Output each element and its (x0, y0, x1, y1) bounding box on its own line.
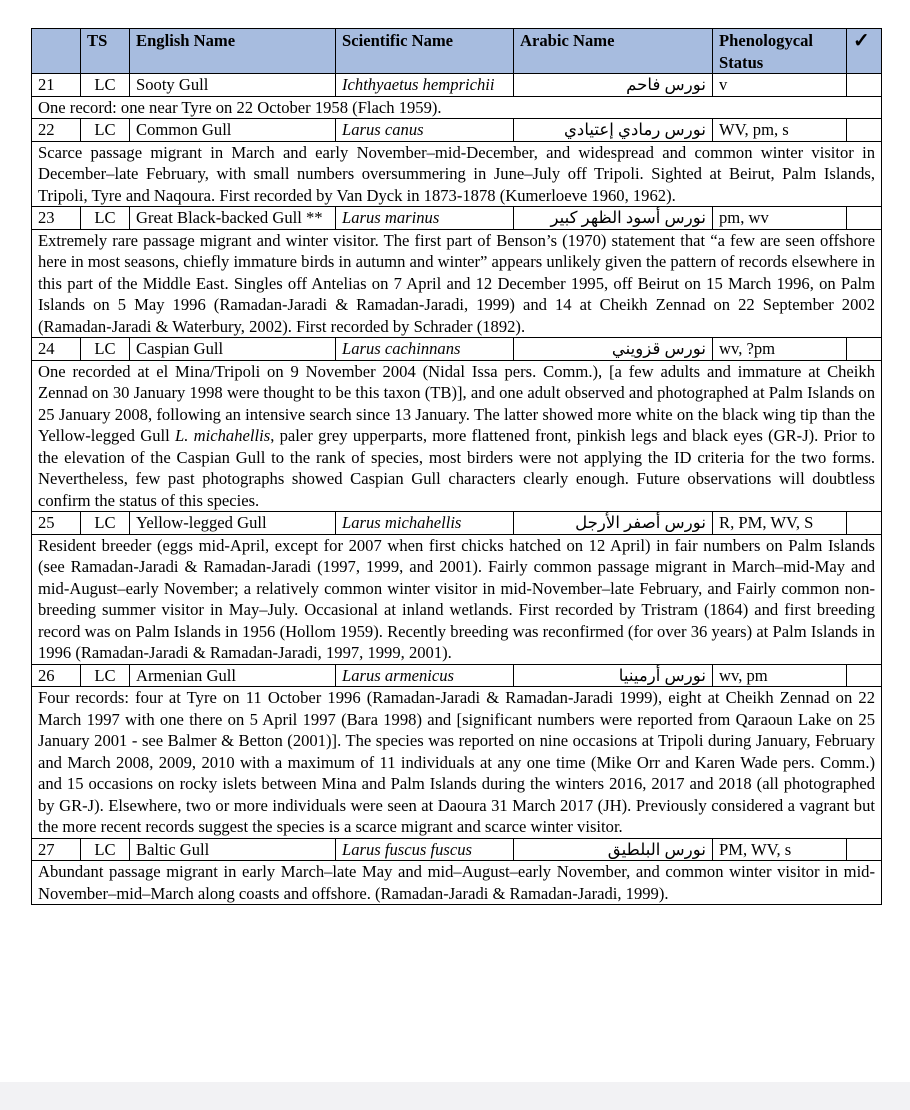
check-cell (847, 664, 882, 687)
species-number: 26 (32, 664, 81, 687)
scientific-name: Larus canus (336, 119, 514, 142)
check-cell (847, 119, 882, 142)
checkmark-icon: ✓ (853, 30, 870, 52)
species-description-row (32, 861, 882, 905)
arabic-name: نورس رمادي إعتيادي (514, 119, 713, 142)
threat-status: LC (81, 838, 130, 861)
arabic-name: نورس أصفر الأرجل (514, 512, 713, 535)
species-number: 27 (32, 838, 81, 861)
english-name: Baltic Gull (130, 838, 336, 861)
species-number: 21 (32, 74, 81, 97)
arabic-name: نورس قزويني (514, 338, 713, 361)
scientific-name: Larus marinus (336, 207, 514, 230)
species-row (32, 664, 882, 687)
species-row (32, 119, 882, 142)
english-name: Great Black-backed Gull ** (130, 207, 336, 230)
arabic-name: نورس أسود الظهر كبير (514, 207, 713, 230)
arabic-name: نورس أرمينيا (514, 664, 713, 687)
species-description-row (32, 687, 882, 839)
species-description: Abundant passage migrant in early March–late May and mid–August–early November, and common winter visitor in mid-November–mid–March along coasts and offshore. (Ramadan-Jaradi & Ramadan-Jaradi, 1999). (32, 861, 882, 905)
scientific-name: Larus cachinnans (336, 338, 514, 361)
species-description-row (32, 141, 882, 207)
species-description-row (32, 360, 882, 512)
species-description-row (32, 96, 882, 119)
threat-status: LC (81, 512, 130, 535)
header-english-name: English Name (130, 29, 336, 74)
species-description: One record: one near Tyre on 22 October 1958 (Flach 1959). (32, 96, 882, 119)
header-number (32, 29, 81, 74)
species-description: Four records: four at Tyre on 11 October 1996 (Ramadan-Jaradi & Ramadan-Jaradi 1999), eight at Cheikh Zennad on 22 March 1997 with one there on 5 April 1997 (Bara 1998) and [significant numbers were reported from Qaraoun Lake on 25 January 2001 - see Balmer & Betton (2001)]. The species was reported on nine occasions at Tripoli during January, February and March 2008, 2009, 2010 with a maximum of 11 individuals at any one time (Mike Orr and Karen Wade pers. Comm.) and 15 occasions on rocky islets between Mina and Palm Islands during the winters 2016, 2017 and 2018 (all photographed by GR-J). Elsewhere, two or more individuals were seen at Daoura 31 March 2017 (JH). Previously considered a vagrant but the more recent records suggest the species is a scarce migrant and scarce winter visitor. (32, 687, 882, 839)
phenological-status: PM, WV, s (713, 838, 847, 861)
header-scientific-name: Scientific Name (336, 29, 514, 74)
species-row (32, 338, 882, 361)
arabic-name: نورس البلطيق (514, 838, 713, 861)
page-bottom-margin (0, 1082, 910, 1110)
english-name: Sooty Gull (130, 74, 336, 97)
header-phenological-status: Phenologycal Status (713, 29, 847, 74)
check-cell (847, 74, 882, 97)
phenological-status: WV, pm, s (713, 119, 847, 142)
header-arabic-name: Arabic Name (514, 29, 713, 74)
species-description: Scarce passage migrant in March and early November–mid-December, and widespread and common winter visitor in December–late February, with small numbers oversummering in June–July off Tripoli. Sighted at Beirut, Palm Islands, Tripoli, Tyre and Naqoura. First recorded by Van Dyck in 1873-1878 (Kumerloeve 1960, 1962). (32, 141, 882, 207)
species-description-row (32, 534, 882, 664)
scientific-name: Ichthyaetus hemprichii (336, 74, 514, 97)
species-number: 25 (32, 512, 81, 535)
scientific-name: Larus michahellis (336, 512, 514, 535)
description-text: One recorded at el Mina/Tripoli on 9 November 2004 (Nidal Issa pers. Comm.), [a few adults and immature at Cheikh Zennad on 30 January 1998 were thought to be this taxon (TB)], and one adult observed and photographed at Palm Islands on 25 January 2008, following an intensive search since 13 January. The latter showed more white on the black wing tip than the Yellow-legged Gull (38, 361, 875, 445)
english-name: Armenian Gull (130, 664, 336, 687)
check-cell (847, 512, 882, 535)
scientific-name: Larus fuscus fuscus (336, 838, 514, 861)
english-name: Yellow-legged Gull (130, 512, 336, 535)
check-cell (847, 207, 882, 230)
phenological-status: pm, wv (713, 207, 847, 230)
species-description: Extremely rare passage migrant and winter visitor. The first part of Benson’s (1970) statement that “a few are seen offshore here in most seasons, chiefly immature birds in autumn and winter” appears unlikely given the pattern of records elsewhere in this part of the Middle East. Singles off Antelias on 7 April and 12 December 1995, off Beirut on 15 March 1996, on Palm Islands on 5 May 1996 (Ramadan-Jaradi & Ramadan-Jaradi, 1999) and 14 at Cheikh Zennad on 22 September 2002 (Ramadan-Jaradi & Waterbury, 2002). First recorded by Schrader (1892). (32, 229, 882, 338)
threat-status: LC (81, 664, 130, 687)
english-name: Caspian Gull (130, 338, 336, 361)
species-number: 24 (32, 338, 81, 361)
species-checklist-table (31, 28, 882, 905)
scientific-name: Larus armenicus (336, 664, 514, 687)
header-row (32, 29, 882, 74)
threat-status: LC (81, 207, 130, 230)
threat-status: LC (81, 74, 130, 97)
english-name: Common Gull (130, 119, 336, 142)
phenological-status: R, PM, WV, S (713, 512, 847, 535)
threat-status: LC (81, 119, 130, 142)
check-cell (847, 338, 882, 361)
phenological-status: wv, pm (713, 664, 847, 687)
header-check (847, 29, 882, 74)
check-cell (847, 838, 882, 861)
species-number: 22 (32, 119, 81, 142)
arabic-name: نورس فاحم (514, 74, 713, 97)
species-row (32, 207, 882, 230)
species-description-row (32, 229, 882, 338)
species-description (32, 360, 882, 512)
species-description: Resident breeder (eggs mid-April, except for 2007 when first chicks hatched on 12 April) in fair numbers on Palm Islands (see Ramadan-Jaradi & Ramadan-Jaradi (1997, 1999, and 2001). Fairly common passage migrant in March–mid-May and mid-August–early November; a relatively common winter visitor in mid-November–late February, and Fairly common non-breeding summer visitor in May–July. Occasional at inland wetlands. First recorded by Tristram (1864) and first breeding record was on Palm Islands in 1956 (Hollom 1959). Recently breeding was reconfirmed (for over 36 years) at Palm Islands in 1996 (Ramadan-Jaradi & Ramadan-Jaradi, 1997, 1999, 2001). (32, 534, 882, 664)
header-threat-status: TS (81, 29, 130, 74)
description-scientific-name: L. michahellis (175, 426, 271, 445)
description-text: , paler grey upperparts, more flattened front, pinkish legs and black eyes (GR-J). Prior to the elevation of the Caspian Gull to the rank of species, most birders were not applying the ID criteria for the two forms. Nevertheless, few past photographs showed Caspian Gull characters clearly enough. Future observations will doubtless confirm the status of this species. (38, 426, 875, 510)
threat-status: LC (81, 338, 130, 361)
species-row (32, 512, 882, 535)
species-row (32, 74, 882, 97)
species-row (32, 838, 882, 861)
species-number: 23 (32, 207, 81, 230)
phenological-status: wv, ?pm (713, 338, 847, 361)
phenological-status: v (713, 74, 847, 97)
